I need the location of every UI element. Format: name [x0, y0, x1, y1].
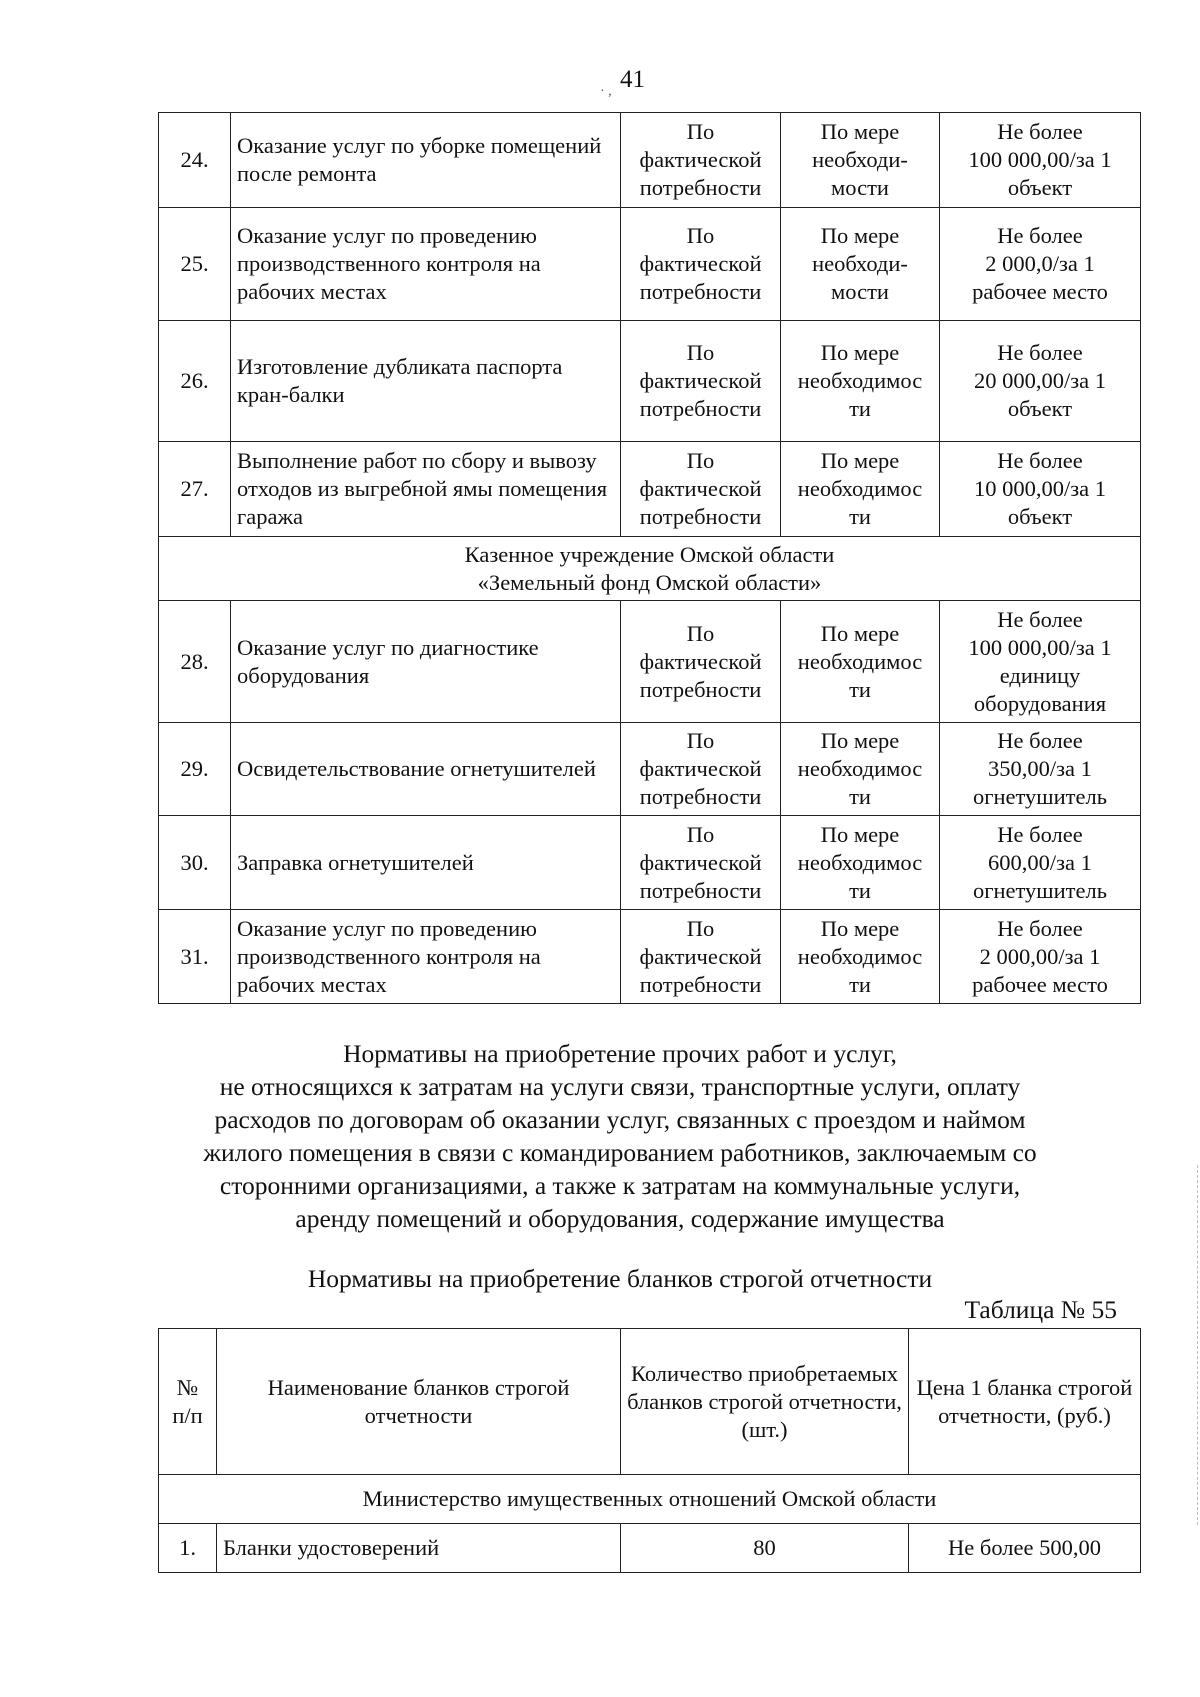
- table-row: [159, 208, 1141, 321]
- quantity-line: потребности: [639, 971, 762, 997]
- price-limit-line: объект: [1007, 175, 1073, 200]
- service-name: Оказание услуг по проведению производственного контроля на рабочих местах: [231, 208, 621, 321]
- frequency-line: мости: [831, 175, 889, 200]
- price-limit: [940, 723, 1141, 816]
- quantity: [621, 816, 781, 910]
- section-row: [159, 537, 1141, 601]
- blanks-table: [158, 1328, 1141, 1573]
- quantity-line: По: [686, 448, 715, 473]
- price-limit-line: Не более: [997, 728, 1083, 753]
- service-name: Оказание услуг по проведению производственного контроля на рабочих местах: [231, 910, 621, 1004]
- frequency-line: ти: [849, 504, 871, 529]
- quantity: [621, 601, 781, 723]
- price-limit-line: 600,00/за 1: [988, 849, 1092, 875]
- quantity-line: По: [686, 915, 715, 941]
- table-row: [159, 723, 1141, 816]
- price-limit: [940, 442, 1141, 537]
- table-row: [159, 442, 1141, 537]
- quantity-line: потребности: [639, 175, 762, 200]
- price-limit-line: 350,00/за 1: [988, 756, 1092, 781]
- frequency-line: мости: [831, 279, 889, 304]
- norms-table-continuation: [158, 112, 1141, 1004]
- frequency-line: По мере: [820, 119, 900, 144]
- frequency-line: необходимос: [797, 943, 923, 969]
- quantity-line: фактической: [639, 648, 762, 674]
- table-body-part-1: [159, 113, 1141, 537]
- frequency: [781, 601, 940, 723]
- row-number: 1.: [159, 1524, 217, 1573]
- price-limit-line: Не более: [997, 340, 1083, 365]
- row-number: 29.: [159, 723, 231, 816]
- quantity-line: потребности: [639, 676, 762, 702]
- price-limit-line: Не более: [997, 606, 1083, 632]
- frequency: [781, 208, 940, 321]
- price-limit-line: 20 000,00/за 1: [973, 368, 1106, 393]
- price-limit-line: огнетушитель: [973, 877, 1107, 903]
- table-row: [159, 816, 1141, 910]
- price-limit-line: 100 000,00/за 1: [968, 634, 1112, 660]
- frequency: [781, 442, 940, 537]
- frequency-line: необходимос: [797, 368, 923, 393]
- frequency-line: По мере: [820, 821, 900, 847]
- row-number: 28.: [159, 601, 231, 723]
- heading-line: не относящихся к затратам на услуги связи, транспортные услуги, оплату: [219, 1072, 1021, 1101]
- blank-quantity: 80: [621, 1524, 909, 1573]
- section-row: Министерство имущественных отношений Омской области: [159, 1475, 1141, 1524]
- header-name: Наименование бланков строгой отчетности: [217, 1329, 621, 1475]
- header-num: № п/п: [159, 1329, 217, 1475]
- table-caption: Таблица № 55: [964, 1295, 1117, 1324]
- price-limit-line: Не более: [997, 119, 1083, 144]
- service-name: Освидетельствование огнетушителей: [231, 723, 621, 816]
- frequency: [781, 816, 940, 910]
- price-limit: [940, 208, 1141, 321]
- price-limit-line: объект: [1007, 504, 1073, 529]
- price-limit-line: объект: [1007, 396, 1073, 421]
- quantity-line: фактической: [639, 476, 762, 501]
- row-number: 24.: [159, 113, 231, 208]
- price-limit-line: 2 000,00/за 1: [979, 943, 1101, 969]
- quantity-line: По: [686, 620, 715, 646]
- frequency-line: По мере: [820, 728, 900, 753]
- price-limit-line: 100 000,00/за 1: [968, 147, 1112, 172]
- price-limit: [940, 321, 1141, 442]
- row-number: 30.: [159, 816, 231, 910]
- price-limit: [940, 601, 1141, 723]
- quantity-line: потребности: [639, 396, 762, 421]
- frequency-line: По мере: [820, 915, 900, 941]
- table-row: [159, 321, 1141, 442]
- table-body-part-2: [159, 601, 1141, 1004]
- quantity: [621, 321, 781, 442]
- price-limit: [940, 910, 1141, 1004]
- subsection-heading: Нормативы на приобретение бланков строгой отчетности: [307, 1264, 933, 1293]
- table-row: [159, 1524, 1141, 1573]
- frequency-line: По мере: [820, 340, 900, 365]
- service-name: Заправка огнетушителей: [231, 816, 621, 910]
- price-limit: [940, 816, 1141, 910]
- price-limit-line: Не более: [997, 821, 1083, 847]
- heading-line: расходов по договорам об оказании услуг, связанных с проездом и наймом: [214, 1105, 1026, 1134]
- quantity-line: потребности: [639, 279, 762, 304]
- price-limit-line: огнетушитель: [973, 784, 1107, 809]
- service-name: Оказание услуг по уборке помещений после ремонта: [231, 113, 621, 208]
- section-title-line-2: «Земельный фонд Омской области»: [477, 569, 822, 595]
- table-row: [159, 601, 1141, 723]
- service-name: Выполнение работ по сбору и вывозу отходов из выгребной ямы помещения гаража: [231, 442, 621, 537]
- frequency-line: По мере: [820, 448, 900, 473]
- heading-line: жилого помещения в связи с командированием работников, заключаемым со: [203, 1138, 1037, 1167]
- frequency-line: ти: [849, 396, 871, 421]
- price-limit-line: единицу: [999, 662, 1081, 688]
- frequency-line: По мере: [820, 223, 900, 248]
- frequency-line: По мере: [820, 620, 900, 646]
- row-number: 26.: [159, 321, 231, 442]
- row-number: 25.: [159, 208, 231, 321]
- service-name: Изготовление дубликата паспорта кран-балки: [231, 321, 621, 442]
- header-price: Цена 1 бланка строгой отчетности, (руб.): [909, 1329, 1141, 1475]
- quantity-line: потребности: [639, 504, 762, 529]
- table-body: [159, 1524, 1141, 1573]
- table-header-row: [159, 1329, 1141, 1475]
- quantity: [621, 208, 781, 321]
- quantity-line: фактической: [639, 849, 762, 875]
- quantity-line: фактической: [639, 147, 762, 172]
- price-limit-line: Не более: [997, 448, 1083, 473]
- quantity-line: фактической: [639, 943, 762, 969]
- frequency-line: необходимос: [797, 648, 923, 674]
- heading-line: Нормативы на приобретение прочих работ и услуг,: [343, 1039, 897, 1068]
- scan-artifact: · ,: [600, 84, 612, 99]
- blank-name: Бланки удостоверений: [217, 1524, 621, 1573]
- frequency-line: ти: [849, 676, 871, 702]
- page-number: 41: [620, 66, 645, 93]
- quantity: [621, 910, 781, 1004]
- frequency-line: необходимос: [797, 476, 923, 501]
- table-row: [159, 910, 1141, 1004]
- quantity-line: По: [686, 821, 715, 847]
- quantity-line: потребности: [639, 877, 762, 903]
- section-title-line-1: Казенное учреждение Омской области: [464, 541, 835, 567]
- frequency-line: ти: [849, 971, 871, 997]
- quantity-line: фактической: [639, 251, 762, 276]
- frequency-line: необходимос: [797, 849, 923, 875]
- quantity: [621, 442, 781, 537]
- quantity-line: По: [686, 728, 715, 753]
- price-limit: [940, 113, 1141, 208]
- row-number: 31.: [159, 910, 231, 1004]
- frequency-line: необходимос: [797, 756, 923, 781]
- heading-line: сторонними организациями, а также к затратам на коммунальные услуги,: [219, 1171, 1021, 1200]
- price-limit-line: рабочее место: [972, 279, 1108, 304]
- section-heading: [150, 1037, 1090, 1235]
- service-name: Оказание услуг по диагностике оборудования: [231, 601, 621, 723]
- frequency-line: ти: [849, 877, 871, 903]
- quantity-line: фактической: [639, 368, 762, 393]
- price-limit-line: оборудования: [973, 690, 1107, 716]
- heading-line: аренду помещений и оборудования, содержание имущества: [295, 1204, 945, 1233]
- frequency: [781, 910, 940, 1004]
- table-section: [159, 537, 1141, 601]
- quantity-line: По: [686, 340, 715, 365]
- quantity-line: По: [686, 223, 715, 248]
- header-qty: Количество приобретаемых бланков строгой отчетности, (шт.): [621, 1329, 909, 1475]
- frequency: [781, 113, 940, 208]
- row-number: 27.: [159, 442, 231, 537]
- price-limit-line: Не более: [997, 915, 1083, 941]
- frequency-line: необходи-: [812, 251, 908, 276]
- frequency: [781, 723, 940, 816]
- quantity-line: По: [686, 119, 715, 144]
- blank-price: Не более 500,00: [909, 1524, 1141, 1573]
- table-row: [159, 113, 1141, 208]
- price-limit-line: рабочее место: [972, 971, 1108, 997]
- price-limit-line: Не более: [997, 223, 1083, 248]
- price-limit-line: 10 000,00/за 1: [973, 476, 1106, 501]
- frequency-line: ти: [849, 784, 871, 809]
- price-limit-line: 2 000,0/за 1: [985, 251, 1095, 276]
- frequency: [781, 321, 940, 442]
- quantity-line: потребности: [639, 784, 762, 809]
- quantity: [621, 113, 781, 208]
- quantity-line: фактической: [639, 756, 762, 781]
- frequency-line: необходи-: [812, 147, 908, 172]
- quantity: [621, 723, 781, 816]
